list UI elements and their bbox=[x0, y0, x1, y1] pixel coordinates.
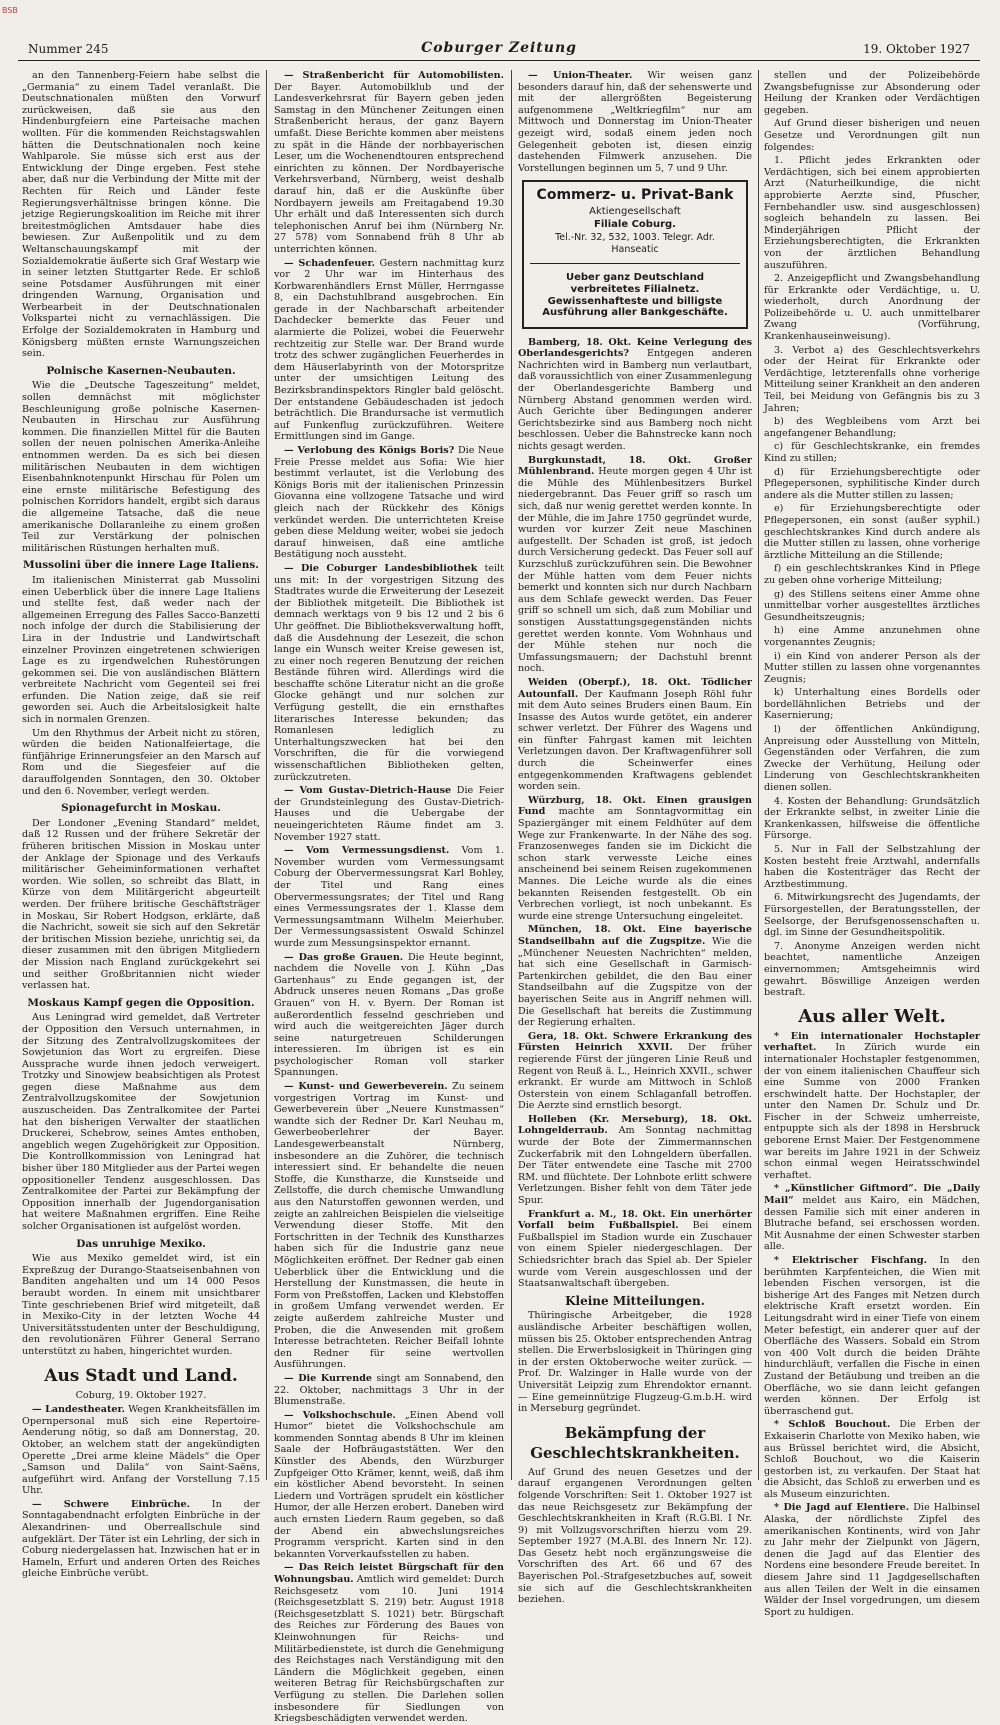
article-text: 3. Verbot a) des Geschlechtsverkehrs oder der Heirat für Erkrankte oder Verdächtige, letzterenfalls ohne vorherige Mitteilung seiner Krankheit an den anderen Teil, bei Meidung von Gefängnis bis zu 3 Jahren; bbox=[764, 344, 980, 414]
bank-advertisement bbox=[522, 180, 748, 328]
item-body: Wegen Krankheitsfällen im Opernpersonal muß sich eine Repertoire-Aenderung nötig, so daß am Donnerstag, 20. Oktober, an welchem statt der angekündigten Operette „Drei arme kleine Mädels“ die Oper „Samson und Dalila“ von Saint-Saëns, aufgeführt wird. Anfang der Vorstellung 7.15 Uhr. bbox=[22, 1404, 260, 1497]
item-body: Die Feier der Grundsteinlegung des Gustav-Dietrich-Hauses und die Uebergabe der neueingerichteten Räume findet am 3. November 1927 statt. bbox=[274, 785, 504, 843]
section-heading: Aus aller Welt. bbox=[798, 1005, 946, 1027]
article-text: Wie die „Deutsche Tageszeitung“ meldet, sollen demnächst mit möglichster Beschleunigung große polnische Kasernen-Neubauten in Hirschau zur Ausführung kommen. Die finanziellen Mittel für die Bauten sollen der neuen polnischen Amerika-Anleihe entnommen werden. Da es sich bei diesen militärischen Neubauten in dem wichtigen Eisenbahnknotenpunkt Hirschau für Polen um eine ernste militärische Befestigung des polnischen Korridors handelt, ergibt sich daraus die allgemeine Tatsache, daß die neue amerikanische Dollaranleihe zu einem großen Teil zur Verstärkung der polnischen militärischen Rüstungen herhalten muß. bbox=[22, 380, 260, 554]
item-lead: — Die Kurrende bbox=[284, 1372, 373, 1384]
item-body: Wie die „Münchener Neuesten Nachrichten“ melden, hat sich eine Gesellschaft in Garmisch-Partenkirchen gebildet, die den Bau einer Standseilbahn auf die Zugspitze von der bayerischen Seite aus in Angriff nehmen will. Die Gesellschaft hat bereits die Zustimmung der Regierung erhalten. bbox=[518, 935, 752, 1029]
column-divider bbox=[758, 70, 759, 1480]
item-body: Gestern nachmittag kurz vor 2 Uhr war im Hinterhaus des Korbwarenhändlers Ernst Müller, Herrngasse 8, ein Dachstuhlbrand ausgebrochen. Ein gerade in der Nachbarschaft arbeitender Dachdecker bemerkte das Feuer und alarmierte die Polizei, wobei die Feuerwehr rechtzeitig zur Stelle war. Der Brand wurde trotz des schwer zugänglichen Feuerherdes in dem Häuserlabyrinth von der Motorspritze unter der umsichtigen Leitung des Bezirksbrandinspektors Ringler bald gelöscht. Der entstandene Gebäudeschaden ist jedoch beträchtlich. Die Brandursache ist vermutlich auf Funkenflug zurückzuführen. Weitere Ermittlungen sind im Gange. bbox=[274, 257, 504, 443]
item-body: Der Kaufmann Joseph Röhl fuhr mit dem Auto seines Bruders einen Baum. Ein Insasse des Autos wurde getötet, ein anderer schwer verletzt. Der Führer des Wagens und ein fünfter Fahrgast kamen mit leichten Verletzungen davon. Der Kraftwagenführer soll durch die Scheinwerfer eines entgegenkommenden Kraftwagens geblendet worden sein. bbox=[518, 688, 752, 793]
ad-title: Commerz- u. Privat-Bank bbox=[536, 187, 734, 204]
item-lead: — Kunst- und Gewerbeverein. bbox=[284, 1081, 448, 1093]
item-lead: — Das große Grauen. bbox=[284, 951, 404, 963]
article-text: l) der öffentlichen Ankündigung, Anpreisung oder Ausstellung von Mitteln, Gegenständen oder Verfahren, die zum Zwecke der Verhütung, Heilung oder Linderung von Geschlechtskrankheiten dienen sollen. bbox=[764, 724, 980, 794]
article-text bbox=[22, 1404, 260, 1497]
article-text bbox=[518, 337, 752, 453]
article-text: Um den Rhythmus der Arbeit nicht zu stören, würden die beiden Nationalfeiertage, die fünfjährige Erinnerungsfeier an den Marsch auf Rom und die Siegesfeier auf die darauffolgenden Sonntagen, den 30. Oktober und den 6. November, verlegt werden. bbox=[22, 727, 260, 797]
article-text: k) Unterhaltung eines Bordells oder bordellähnlichen Betriebs und der Kasernierung; bbox=[764, 687, 980, 722]
ad-contact: Tel.-Nr. 32, 532, 1003. Telegr. Adr. Hanseatic bbox=[555, 232, 715, 255]
item-lead: Gera, 18. Okt. Schwere Erkrankung des Fürsten Heinrich XXVII. bbox=[518, 1030, 752, 1054]
item-lead: * Die Jagd auf Elentiere. bbox=[774, 1502, 910, 1514]
ad-text: Ueber ganz Deutschland verbreitetes Filialnetz. Gewissenhafteste und billigste Ausführung aller Bankgeschäfte. bbox=[530, 263, 740, 318]
article-text: Im italienischen Ministerrat gab Mussolini einen Ueberblick über die innere Lage Italiens und stellte fest, daß weder nach der allgemeinen Erregung des Falles Sacco-Banzetti noch infolge der durch die Stabilisierung der Lira in der Industrie und Landwirtschaft einzelner Provinzen eingetretenen schwierigen Lage es zu irgendwelchen Ruhestörungen gekommen sei. Die von ausländischen Blättern verbreitete Nachricht vom Gegenteil sei frei erfunden. Die Nation zeige, daß sie reif geworden sei. Auch die Arbeitslosigkeit halte sich in normalen Grenzen. bbox=[22, 574, 260, 726]
article-text bbox=[274, 785, 504, 843]
ad-branch: Filiale Coburg. bbox=[594, 218, 676, 230]
article-heading: Kleine Mitteilungen. bbox=[565, 1293, 705, 1308]
item-body: Bei einem Fußballspiel im Stadion wurde ein Zuschauer von einem Spieler niedergeschlagen. Der Schiedsrichter brach das Spiel ab. Der Spieler wurde vom Verein ausgeschlossen und der Staatsanwaltschaft übergeben. bbox=[518, 1220, 752, 1290]
article-text: 7. Anonyme Anzeigen werden nicht beachtet, namentliche Anzeigen einvernommen; Amtsgeheimnis wird gewahrt. Böswillige Anzeigen werden bestraft. bbox=[764, 940, 980, 999]
item-lead: — Volkshochschule. bbox=[284, 1409, 396, 1421]
article-text bbox=[274, 1562, 504, 1724]
page-header bbox=[18, 38, 980, 61]
article-text: 5. Nur in Fall der Selbstzahlung der Kosten besteht freie Arztwahl, andernfalls haben die Kostenträger das Recht der Arztbestimmung. bbox=[764, 844, 980, 890]
article-text bbox=[518, 1114, 752, 1207]
item-lead: — Schwere Einbrüche. bbox=[32, 1498, 190, 1510]
item-body: Die Neue Freie Presse meldet aus Sofia: Wie hier bestimmt verlautet, ist die Verlobung des Königs Boris mit der italienischen Prinzessin Giovanna eine vollzogene Tatsache und wird gleich nach der Rückkehr des Königs verkündet werden. Die unterrichteten Kreise geben diese Meldung weiter, wobei sie jedoch darauf hinweisen, daß eine amtliche Bestätigung noch aussteht. bbox=[274, 445, 504, 561]
article-text bbox=[274, 258, 504, 444]
item-lead: * Elektrischer Fischfang. bbox=[774, 1255, 927, 1266]
item-lead: * „Künstlicher Giftmord“. Die „Daily Mail“ bbox=[764, 1183, 980, 1207]
article-text bbox=[274, 952, 504, 1080]
item-lead: München, 18. Okt. Eine bayerische Standseilbahn auf die Zugspitze. bbox=[518, 924, 752, 947]
article-text bbox=[274, 1081, 504, 1371]
article-text: stellen und der Polizeibehörde Zwangsbefugnisse zur Absonderung oder Heilung der Kranken oder Verdächtigen gegeben. bbox=[764, 70, 980, 116]
issue-number: Nummer 245 bbox=[28, 42, 109, 56]
article-text bbox=[518, 70, 752, 174]
item-body: Vom 1. November wurden vom Vermessungsamt Coburg der Obervermessungsrat Karl Bohley, der Titel und Rang eines Obervermessungsrates; der Titel und Rang eines Vermessungsrates der 1. Klasse dem Vermessungsamtmann Wilhelm Meierhuber. Der Vermessungsassistent Oswald Schinzel wurde zum Messungsinspektor ernannt. bbox=[274, 845, 504, 949]
article-text bbox=[274, 445, 504, 561]
article-heading: Mussolini über die innere Lage Italiens. bbox=[23, 559, 259, 572]
item-body: Wir weisen ganz besonders darauf hin, daß der sehenswerte und mit der allergrößten Begeisterung aufgenommene „Weltkriegfilm“ nur am Mittwoch und Donnerstag im Union-Theater gezeigt wird, sodaß einem jeden noch Gelegenheit geboten ist, diesen einzig dastehenden Filmwerk anzusehen. Die Vorstellungen beginnen um 5, 7 und 9 Uhr. bbox=[518, 70, 752, 174]
article-heading: Moskaus Kampf gegen die Opposition. bbox=[27, 996, 255, 1009]
item-body: In der Sonntagabendnacht erfolgten Einbrüche in der Alexandrinen- und Oberreallschule sind aufgeklärt. Der Täter ist ein Lehrling, der sich in Coburg niedergelassen hat. Inzwischen hat er in Hameln, Erfurt und anderen Orten des Reiches gleiche Einbrüche verübt. bbox=[22, 1498, 260, 1580]
item-lead: * Schloß Bouchout. bbox=[774, 1419, 891, 1431]
item-body: Am Sonntag nachmittag wurde der Bote der Zimmermannschen Zuckerfabrik mit den Lohngeldern überfallen. Der Täter entwendete eine Tasche mit 2700 RM. und flüchtete. Der Lohnbote erlitt schwere Verletzungen. Bisher fehlt von dem Täter jede Spur. bbox=[518, 1125, 752, 1207]
issue-date: 19. Oktober 1927 bbox=[863, 42, 970, 56]
article-text bbox=[274, 563, 504, 783]
article-text: Auf Grund des neuen Gesetzes und der darauf ergangenen Verordnungen gelten folgende Vorschriften: Seit 1. Oktober 1927 ist das neue Reichsgesetz zur Bekämpfung der Geschlechtskrankheiten in Kraft (R.G.Bl. I Nr. 9) mit Vollzugsvorschriften hierzu vom 29. September 1927 (M.A.Bl. des Innern Nr. 12). Das Gesetz hebt noch ergänzungsweise die Vorschriften des Art. 66 und 67 des Bayerischen Pol.-Strafgesetzbuches auf, soweit sie sich auf die Geschlechtskrankheiten beziehen. bbox=[518, 1466, 752, 1606]
article-text: i) ein Kind von anderer Person als der Mutter stillen zu lassen ohne vorgenanntes Zeugnis; bbox=[764, 650, 980, 685]
item-body: Der Bayer. Automobilklub und der Landesverkehrsrat für Bayern geben jeden Samstag in den Münchener Zeitungen einen Straßenbericht heraus, der ganz Bayern umfaßt. Diese Berichte kommen aber meistens zu spät in die Hände der norbbayerischen Leser, um die Wochenendtouren entsprechend einrichten zu können. Der Nordbayerische Verkehrsverband, Nürnberg, weist deshalb darauf hin, daß er die Auskünfte über Nordbayern jeweils am Freitagabend 19.30 Uhr erhält und daß Interessenten sich durch telephonischen Anruf bei ihm (Nürnberg Nr. 27 578) vom Sonnabend früh 8 Uhr ab unterrichten können. bbox=[274, 81, 504, 255]
item-lead: — Vom Gustav-Dietrich-Hause bbox=[284, 785, 452, 797]
article-text bbox=[22, 1499, 260, 1580]
item-lead: Burgkunstadt, 18. Okt. Großer Mühlenbrand. bbox=[518, 454, 752, 478]
item-lead: — Straßenbericht für Automobilisten. bbox=[284, 70, 504, 81]
item-body: singt am Sonnabend, den 22. Oktober, nachmittags 3 Uhr in der Blumenstraße. bbox=[274, 1372, 504, 1408]
section-heading: Aus Stadt und Land. bbox=[44, 1365, 238, 1386]
column-divider bbox=[511, 70, 512, 1480]
ad-subtitle: Aktiengesellschaft bbox=[589, 205, 681, 217]
article-text: Der Londoner „Evening Standard“ meldet, daß 12 Russen und der frühere Sekretär der früheren britischen Mission in Moskau unter der Anklage der Spionage und des Verkaufs militärischer Geheiminformationen verhaftet worden. Wie sollen, so schreibt das Blatt, in Kürze von dem Militärgericht abgeurteilt werden. Der frühere britische Geschäftsträger in Moskau, Sir Robert Hodgson, erklärte, daß die Nachricht, soweit sie sich auf den Sekretär der britischen Mission beziehe, unrichtig sei, da dieser zusammen mit den übrigen Mitgliedern der Mission nach England zurückgekehrt sei und seither Großbritannien nicht wieder verlassen hat. bbox=[22, 817, 260, 992]
article-text: 6. Mitwirkungsrecht des Jugendamts, der Fürsorgestellen, der Beratungsstellen, der Seelsorge, der Berufsgenossenschaften u. dgl. im Sinne der Gesundheitspolitik. bbox=[764, 892, 980, 939]
item-lead: Bamberg, 18. Okt. Keine Verlegung des Oberlandesgerichts? bbox=[518, 336, 752, 360]
item-body: machte am Sonntagvormittag ein Spaziergänger mit einem Feldhüter auf dem Wege zur Frankenwarte. In der Nähe des sog. Franzosenweges fanden sie im Dickicht die schon stark verwesste Leiche eines anscheinend bei seinem Reisen zugekommenen Mannes. Die Leiche wurde als die eines bekannten Reisenden festgestellt. Ob ein Verbrechen vorliegt, ist noch unbekannt. Es wurde eine strenge Untersuchung eingeleitet. bbox=[518, 806, 752, 922]
section-heading: Bekämpfung der Geschlechtskrankheiten. bbox=[530, 1423, 740, 1462]
article-text: d) für Erziehungsberechtigte oder Pflegepersonen, syphilitische Kinder durch andere als die Mutter stillen zu lassen; bbox=[764, 466, 980, 501]
article-text bbox=[518, 795, 752, 923]
article-text: b) des Wegbleibens vom Arzt bei angefangener Behandlung; bbox=[764, 416, 980, 439]
article-text bbox=[518, 455, 752, 675]
article-text: Auf Grund dieser bisherigen und neuen Gesetze und Verordnungen gilt nun folgendes: bbox=[764, 118, 980, 153]
item-body: meldet aus Kairo, ein Mädchen, dessen Familie sich mit einer anderen in Blutrache befand, sei erschossen worden. Mit Ausnahme der einen Schwester starben alle. bbox=[764, 1195, 980, 1253]
article-text: Wie aus Mexiko gemeldet wird, ist ein Expreßzug der Durango-Staatseisenbahnen von Banditen angehalten und um 14 000 Pesos beraubt worden. In einem mit unsichtbarer Tinte geschriebenen Brief wird mitgeteilt, daß in Mexiko-City in der letzten Woche 44 Universitätsstudenten unter der Beschuldigung, den revolutionären Führer General Serrano unterstützt zu haben, hingerichtet wurden. bbox=[22, 1253, 260, 1357]
library-stamp: BSB bbox=[2, 6, 18, 15]
item-lead: — Schadenfeuer. bbox=[284, 257, 375, 269]
item-body: Heute morgen gegen 4 Uhr ist die Mühle des Mühlenbesitzers Burkel niedergebrannt. Das Feuer griff so rasch um sich, daß nur wenig gerettet werden konnte. In der Mühle, die im Jahre 1750 gegründet wurde, wurden vor kurzer Zeit neue Maschinen aufgestellt. Der Schaden ist groß, ist jedoch durch Versicherung gedeckt. Das Feuer soll auf Kurzschluß zurückzuführen sein. Die Bewohner der Mühle hatten vom dem Feuer nichts bemerkt und konnten sich nur durch Nachbarn aus dem Schlafe geweckt werden. Das Feuer griff so schnell um sich, daß zum Mobiliar und sonstigen Ausstattungsgegenständen nichts gerettet werden konnte. Vom Wohnhaus und der Mühle stehen nur noch die Umfassungsmauern; der Dachstuhl brennt noch. bbox=[518, 466, 752, 675]
article-text: an den Tannenberg-Feiern habe selbst die „Germania“ zu einem Tadel veranlaßt. Die Deutschnationalen müßten den Vorwurf zurückweisen, daß sie aus den Hindenburgfeiern eine Parteisache machen wollten. Für die kommenden Reichstagswahlen hätten die Deutschnationalen noch keine Wahlparole. Sie müsse sich erst aus der Entwicklung der Dinge ergeben. Fest stehe aber, daß nur die Verbindung der Mitte mit der Rechten für Reich und Länder feste Regierungsverhältnisse bringen könne. Die jetzige Regierungskoalition im Reiche mit ihrer breitestmöglichen Amtsdauer habe dies bewiesen. Zur Außenpolitik und zu dem Weltanschauungskampf mit der Sozialdemokratie äußerte sich Graf Westarp wie in seiner letzten Stuttgarter Rede. Er schloß seine Potsdamer Ausführungen mit einer dringenden Warnung, Organisation und Werbearbeit in der Deutschnationalen Volkspartei nicht zu vernachlässigen. Die Erfolge der Sozialdemokraten in Hamburg und Königsberg müßten ernste Warnungszeichen sein. bbox=[22, 70, 260, 360]
article-text bbox=[518, 1031, 752, 1112]
column-1 bbox=[22, 70, 260, 1580]
item-body: Amtlich wird gemeldet: Durch Reichsgesetz vom 10. Juni 1914 (Reichsgesetzblatt S. 219) betr. August 1918 (Reichsgesetzblatt S. 1021) betr. Bürgschaft des Reiches zur Förderung des Baues von Kleinwohnungen für Reichs- und Militärbedienstete, ist durch die Genehmigung des Reichstages nach Verständigung mit den Ländern die Möglichkeit gegeben, einen weiteren Betrag für Reichsbürgschaften zur Verfügung zu stellen. Die Darlehen sollen insbesondere für Siedlungen von Kriegsbeschädigten verwendet werden. bbox=[274, 1574, 505, 1725]
article-text: e) für Erziehungsberechtigte oder Pflegepersonen, ein sonst (außer syphil.) geschlechtskrankes Kind durch andere als die Mutter stillen zu lassen, ohne vorherige ärztliche Mitteilung an die Stillende; bbox=[764, 503, 980, 561]
item-lead: Würzburg, 18. Okt. Einen grausigen Fund bbox=[518, 794, 752, 818]
article-text bbox=[764, 1255, 980, 1417]
item-lead: — Vom Vermessungsdienst. bbox=[284, 845, 450, 857]
item-lead: * Ein internationaler Hochstapler verhaftet. bbox=[764, 1030, 980, 1054]
item-body: Entgegen anderen Nachrichten wird in Bamberg nun verlautbart, daß voraussichtlich von einer Zusammenlegung der Oberlandesgerichte Bamberg und Nürnberg Abstand genommen werden wird. Auch Gerichte über Bedingungen anderer Gerichtsbezirke sind aus Bamberg noch nicht beschlossen. Ueber die Bahnstrecke kann noch nichts gesagt werden. bbox=[518, 348, 752, 453]
item-lead: — Das Reich leistet Bürgschaft für den Wohnungsbau. bbox=[274, 1562, 504, 1585]
item-body: „Einen Abend voll Humor“ bietet die Volkshochschule am kommenden Sonntag abends 8 Uhr im kleinen Saale der Hofbräugaststätten. Wer den Künstler des Abends, den Würzburger Zupfgeiger Otto Krämer, kennt, weiß, daß ihm ein köstlicher Abend bevorsteht. In seinen Liedern und Vorträgen sprudelt ein köstlicher Humor, der alle Herzen erobert. Daneben wird auch ernsten Liedern Raum gegeben, so daß der Abend ein abwechslungsreiches Programm verspricht. Karten sind in den bekannten Vorverkaufsstellen zu haben. bbox=[274, 1409, 504, 1560]
article-heading: Das unruhige Mexiko. bbox=[76, 1237, 206, 1250]
article-text: g) des Stillens seitens einer Amme ohne unmittelbar vorher ausgestelltes ärztliches Gesundheitszeugnis; bbox=[764, 588, 980, 623]
column-divider bbox=[266, 70, 267, 1480]
column-2 bbox=[274, 70, 505, 1725]
article-text: f) ein geschlechtskrankes Kind in Pflege zu geben ohne vorherige Mitteilung; bbox=[764, 563, 980, 586]
article-text bbox=[518, 924, 752, 1028]
column-3 bbox=[518, 70, 753, 1606]
item-body: In den berühmten Karpfenteichen, die Wien mit lebenden Fischen versorgen, ist die bisherige Art des Fanges mit Netzen durch elektrische Kraft ersetzt worden. Ein Leitungsdraht wird in einer Tiefe von einem Meter befestigt, ein anderer quer auf der Oberfläche des Wassers. Sobald ein Strom von 400 Volt durch die beiden Drähte hindurchläuft, verfallen die Fische in einen Zustand der Betäubung und treiben an die Oberfläche, wo sie dann leicht gefangen werden können. Der Erfolg ist überraschend gut. bbox=[764, 1255, 980, 1417]
article-text: 4. Kosten der Behandlung: Grundsätzlich der Erkrankte selbst, in zweiter Linie die Krankenkassen, hilfsweise die öffentliche Fürsorge. bbox=[764, 795, 980, 842]
article-text bbox=[764, 1183, 980, 1253]
item-body: teilt uns mit: In der vorgestrigen Sitzung des Stadtrates wurde die Erweiterung der Lesezeit der Bibliothek mitgeteilt. Die Bibliothek ist demnach werktags von 9 bis 12 und 2 bis 6 Uhr geöffnet. Die Bibliotheksverwaltung hofft, daß die Ausdehnung der Lesezeit, die schon lange ein Wunsch weiter Kreise gewesen ist, zu einer noch regeren Benutzung der reichen Bestände führen wird. Allerdings wird die beschaffte schöne Literatur nicht an die große Glocke gehängt und nur solchen zur Verfügung gestellt, die ein ernsthaftes literarisches Interesse bekunden; das Romanlesen lediglich zu Unterhaltungszwecken hat bei den Vorschriften, die für die vorwiegend wissenschaftlichen Bibliotheken gelten, zurückzutreten. bbox=[274, 562, 504, 783]
article-text: 1. Pflicht jedes Erkrankten oder Verdächtigen, sich bei einem approbierten Arzt (Naturheilkundige, die nicht approbierte Aerzte sind, Pfuscher, Fernbehandler usw. sind ausgeschlossen) sogleich behandeln zu lassen. Bei Minderjährigen Pflicht der Erziehungsberechtigten, die Erkrankten von der ärztlichen Behandlung auszuführen. bbox=[764, 155, 980, 271]
article-text bbox=[764, 1031, 980, 1182]
item-body: Die Heute beginnt, nachdem die Novelle von J. Kühn „Das Gartenhaus“ zu Ende gegangen ist, der Abdruck unseres neuen Romans „Das große Grauen“ von H. v. Byern. Der Roman ist außerordentlich fesselnd geschrieben und wird auch die weitgereichten Jäger durch seine naturgetreuen Schilderungen interessieren. Im übrigen ist es ein psychologischer Roman voll starker Spannungen. bbox=[274, 951, 504, 1079]
article-heading: Spionagefurcht in Moskau. bbox=[61, 802, 221, 815]
article-text bbox=[274, 70, 504, 256]
item-lead: — Union-Theater. bbox=[528, 70, 633, 81]
item-body: Der früher regierende Fürst der jüngeren Linie Reuß und Regent von Reuß ä. L., Heinrich XXVII., schwer erkrankt. Er wurde am Mittwoch in Schloß Osterstein von einem Schlaganfall betroffen. Die Aerzte sind ernstlich besorgt. bbox=[518, 1042, 753, 1112]
article-text: 2. Anzeigepflicht und Zwangsbehandlung für Erkrankte oder Verdächtige, u. U. wiederholt, durch Anordnung der Polizeibehörde u. U. auch unmittelbarer Zwang (Vorführung, Krankenhauseinweisung). bbox=[764, 273, 980, 343]
column-4 bbox=[764, 70, 980, 1618]
article-text: Thüringische Arbeitgeber, die 1928 ausländische Arbeiter beschäftigen wollen, müssen bis 25. Oktober entsprechenden Antrag stellen. Die Erwerbslosigkeit in Thüringen ging in der ersten Oktoberwoche weiter zurück. — Prof. Dr. Walzinger in Halle wurde von der Universität Leipzig zum Ehrendoktor ernannt. — Eine gemeinnützige Flugzeug-G.m.b.H. wird in Merseburg gegründet. bbox=[518, 1310, 752, 1415]
article-text bbox=[274, 1373, 504, 1408]
article-text bbox=[518, 1209, 752, 1290]
article-text bbox=[274, 845, 504, 949]
item-lead: Weiden (Oberpf.), 18. Okt. Tödlicher Autounfall. bbox=[518, 676, 752, 700]
item-lead: — Die Coburger Landesbibliothek bbox=[284, 562, 478, 574]
item-lead: — Landestheater. bbox=[32, 1404, 126, 1416]
item-body: Die Halbinsel Alaska, der nördlichste Zipfel des amerikanischen Kontinents, wird von Jahr zu Jahr mehr der Zielpunkt von Jägern, denen die Jagd auf das Elentier des Nordens eine besondere Freude bereitet. In diesem Jahre sind 11 Jagdgesellschaften aus allen Teilen der Welt in die einsamen Wälder der Insel vorgedrungen, um diesem Sport zu huldigen. bbox=[764, 1502, 980, 1618]
masthead: Coburger Zeitung bbox=[421, 40, 577, 56]
article-text bbox=[274, 1410, 504, 1561]
article-text: c) für Geschlechtskranke, ein fremdes Kind zu stillen; bbox=[764, 441, 980, 464]
article-heading: Polnische Kasernen-Neubauten. bbox=[46, 364, 236, 377]
article-text bbox=[518, 677, 752, 793]
item-body: Zu seinem vorgestrigen Vortrag im Kunst- und Gewerbeverein über „Neuere Kunstmassen“ wandte sich der Redner Dr. Karl Neuhau m, Gewerbeoberlehrer der Bayer. Landesgewerbeanstalt Nürnberg, insbesondere an die Zuhörer, die technisch interessiert sind. Er behandelte die neuen Stoffe, die Kunstharze, die Kunstseide und Zellstoffe, die durch chemische Umwandlung aus den Naturstoffen gewonnen werden, und zeigte an zahlreichen Beispielen die vielseitige Verwendung dieser Stoffe. Mit den Fortschritten in der Technik des Kunstharzes haben sich für die Industrie ganz neue Möglichkeiten eröffnet. Der Redner gab einen Ueberblick über die Entwicklung und die Herstellung der Kunstmassen, die heute in Form von Preßstoffen, Lacken und Klebstoffen in großem Umfang verwendet werden. Er zeigte außerdem zahlreiche Muster und Proben, die die Anwesenden mit großem Interesse betrachteten. Reicher Beifall lohnte den Redner für seine wertvollen Ausführungen. bbox=[274, 1081, 504, 1371]
article-text bbox=[764, 1419, 980, 1500]
item-body: In Zürich wurde ein internationaler Hochstapler festgenommen, der von einem italienischen Chauffeur sich eine Summe von 2000 Franken erschwindelt hatte. Der Hochstapler, der unter den Namen Dr. Schulz und Dr. Fischer in der Schweiz umherreiste, entpuppte sich als der 1898 in Hersbruck geborene Ernst Maier. Der Festgenommene war bereits im Jahre 1921 in der Schweiz schon einmal wegen Heiratsschwindel verhaftet. bbox=[764, 1042, 980, 1181]
article-text: Aus Leningrad wird gemeldet, daß Vertreter der Opposition den Versuch unternahmen, in der Sitzung des Zentralvollzugskomitees der Sowjetunion das Wort zu ergreifen. Diese Aussprache wurde ihnen jedoch verweigert. Trotzky und Sinowjew beabsichtigen als Protest gegen diese Maßnahme aus dem Zentralvollzugskomitee der Sowjetunion auszuscheiden. Das Zentralkomitee der Partei hat den bisherigen Verwalter der staatlichen Druckerei, Schebrow, seines Amtes enthoben, angeblich wegen Zugehörigkeit zur Opposition. Die Kontrollkommission von Leningrad hat bisher über 180 Mitglieder aus der Partei wegen oppositioneller Tendenz ausgeschlossen. Das Zentralkomitee der Partei zur Bekämpfung der Opposition innerhalb der Jugendorganisation hat weitere Maßnahmen ergriffen. Eine Reihe solcher Organisationen ist aufgelöst worden. bbox=[22, 1012, 260, 1232]
article-text: h) eine Amme anzunehmen ohne vorgenanntes Zeugnis; bbox=[764, 625, 980, 648]
item-lead: Holleben (Kr. Merseburg), 18. Okt. Lohngelderraub. bbox=[518, 1113, 752, 1137]
newspaper-page bbox=[2, 6, 980, 1725]
item-lead: — Verlobung des Königs Boris? bbox=[284, 445, 455, 456]
item-body: Die Erben der Exkaiserin Charlotte von Mexiko haben, wie aus Brüssel berichtet wird, die Absicht, Schloß Bouchout, wo die Kaiserin gestorben ist, zu verkaufen. Der Staat hat die Absicht, das Schloß zu erwerben und es als Museum einzurichten. bbox=[764, 1419, 980, 1500]
article-text bbox=[764, 1502, 980, 1618]
item-lead: Frankfurt a. M., 18. Okt. Ein unerhörter Vorfall beim Fußballspiel. bbox=[518, 1208, 752, 1232]
dateline: Coburg, 19. Oktober 1927. bbox=[75, 1389, 207, 1401]
